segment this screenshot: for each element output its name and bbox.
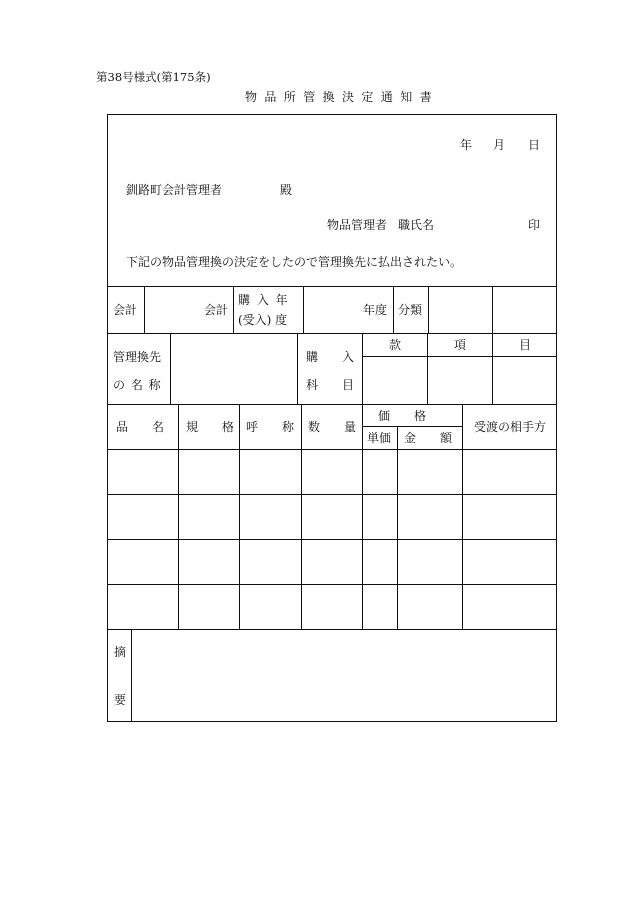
column-spec: 規 格 [186,420,235,434]
col-line-items-2 [239,404,240,629]
col-line-dest-2 [297,333,298,404]
honorific: 殿 [280,183,293,197]
divider-destination [107,404,557,405]
col-line-remarks [131,629,132,722]
divider-notice [107,286,557,287]
divider-price-head [362,426,462,427]
destination-label-1: 管理換先 [113,350,162,364]
divider-row-3 [107,584,557,585]
col-line-items-4 [362,404,363,629]
divider-row-4 [107,629,557,630]
classification-label: 分類 [398,303,423,317]
purchase-subject-label-1: 購 入 [306,350,355,364]
account-label: 会計 [113,303,138,317]
purchase-subject-label-2: 科 目 [306,378,355,392]
column-amount: 金 額 [404,431,453,445]
form-number: 第38号様式(第175条) [96,70,211,84]
divider-row-2 [107,539,557,540]
date-month-label: 月 [493,138,506,152]
divider-items-head [107,449,557,450]
col-line-dest-4 [427,333,428,404]
fiscal-year-suffix: 年度 [363,303,388,317]
column-designation: 呼 称 [246,420,295,434]
col-line-info-4 [393,286,394,333]
document-title: 物品所管換決定通知書 [245,90,440,104]
kan-label: 款 [389,338,402,352]
seal-mark: 印 [528,218,541,232]
date-year-label: 年 [460,138,473,152]
col-line-items-6 [462,404,463,629]
kou-label: 項 [454,338,467,352]
divider-info [107,333,557,334]
col-line-info-6 [492,286,493,333]
purchase-year-label-1: 購 入 年 [238,293,290,307]
form-frame [107,114,557,722]
remarks-label-top: 摘 [114,645,127,659]
column-price: 価 格 [378,409,427,423]
col-line-items-1 [178,404,179,629]
column-recipient: 受渡の相手方 [474,420,547,434]
col-line-info-1 [144,286,145,333]
sender-title-name: 職氏名 [398,218,435,232]
col-line-dest-3 [362,333,363,404]
remarks-label-bottom: 要 [114,693,127,707]
col-line-dest-5 [492,333,493,404]
addressee: 釧路町会計管理者 [126,183,223,197]
col-line-info-3 [303,286,304,333]
col-line-info-2 [233,286,234,333]
col-line-items-3 [301,404,302,629]
column-name: 品 名 [116,420,165,434]
date-day-label: 日 [528,138,541,152]
divider-row-1 [107,494,557,495]
col-line-dest-1 [170,333,171,404]
sender-role: 物品管理者 [327,218,388,232]
purchase-year-label-2: (受入) 度 [238,313,288,327]
column-unit-price: 単価 [367,431,392,445]
destination-label-2: の 名 称 [113,378,162,392]
moku-label: 目 [519,338,532,352]
col-line-info-5 [428,286,429,333]
notice-body: 下記の物品管理換の決定をしたので管理換先に払出されたい。 [126,255,463,269]
col-line-items-5 [397,426,398,629]
account-suffix: 会計 [204,303,229,317]
column-quantity: 数 量 [308,420,357,434]
divider-subject-head [362,356,557,357]
